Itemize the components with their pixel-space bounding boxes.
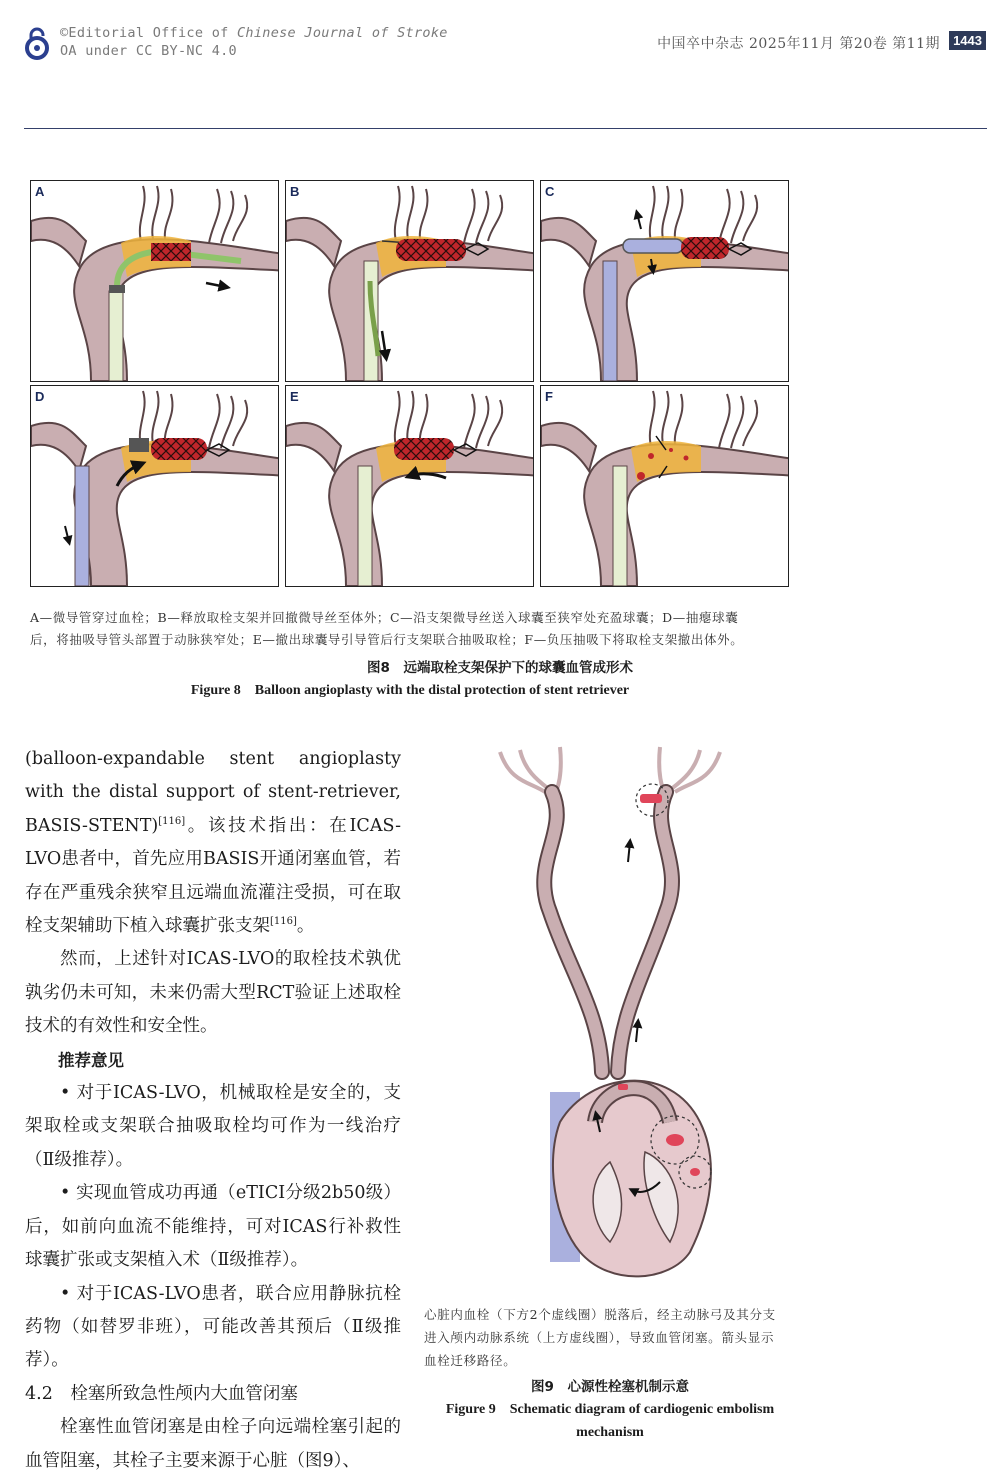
figure-8-panel-c: [540, 180, 789, 382]
figure-8-panel-e: [285, 385, 534, 587]
paragraph-basis-stent-text2: 。该技术指出：在ICAS-LVO患者中，首先应用BASIS开通闭塞血管，若存在严重残余狭窄且远端血流灌注受损，可在取栓支架辅助下植入球囊扩张支架: [25, 815, 401, 937]
journal-name: Chinese Journal of Stroke: [236, 25, 448, 41]
paragraph-basis-stent: [25, 743, 401, 943]
copyright-prefix: ©Editorial Office of: [60, 25, 237, 41]
paragraph-basis-stent-end: 。: [296, 916, 315, 937]
figure-8-caption-zh: 图8 远端取栓支架保护下的球囊血管成形术: [367, 660, 633, 676]
figure-9-notes-line3: 血栓迁移路径。: [424, 1353, 517, 1368]
recommendation-heading: 推荐意见: [58, 1050, 124, 1070]
figure-8-notes-line2: 后，将抽吸导管头部置于动脉狭窄处；E—撤出球囊导引导管后行支架联合抽吸取栓；F—负压抽吸下将取栓支架撤出体外。: [30, 632, 744, 647]
figure-8-panel-d: [30, 385, 279, 587]
figure-8-panel-b: [285, 180, 534, 382]
recommendation-1: • 对于ICAS-LVO，机械取栓是安全的，支架取栓或支架联合抽吸取栓均可作为一线治疗（Ⅱ级推荐）。: [25, 1083, 401, 1170]
figure-9-notes-line2: 进入颅内动脉系统（上方虚线圈），导致血管闭塞。箭头显示: [424, 1330, 775, 1345]
paragraph-basis-stent-text: (balloon-expandable stent angioplasty with the distal support of stent-retriever, BASIS-STENT): [25, 749, 401, 836]
reference-116[interactable]: [116]: [270, 916, 297, 928]
header-rule: [24, 128, 987, 129]
figure-8-caption-en: Figure 8 Balloon angioplasty with the distal protection of stent retriever: [190, 683, 630, 698]
panel-label-a: A: [35, 184, 45, 199]
figure-8-panel-f: [540, 385, 789, 587]
open-access-logo: [24, 26, 50, 60]
figure-9-notes-line1: 心脏内血栓（下方2个虚线圈）脱落后，经主动脉弓及其分支: [424, 1307, 776, 1322]
panel-label-c: C: [545, 184, 555, 199]
figure-9-caption-en: [424, 1398, 796, 1444]
recommendation-2: • 实现血管成功再通（eTICI分级2b50级）后，如前向血流不能维持，可对ICAS行补救性球囊扩张或支架植入术（Ⅱ级推荐）。: [25, 1183, 401, 1271]
paragraph-comparison: 然而，上述针对ICAS-LVO的取栓技术孰优孰劣仍未可知，未来仍需大型RCT验证上述取栓技术的有效性和安全性。: [25, 949, 401, 1037]
figure-9-diagram: [490, 742, 730, 1282]
figure-9-caption-zh: 图9 心源性栓塞机制示意: [531, 1379, 689, 1395]
section-heading-4-2: 4.2 栓塞所致急性颅内大血管闭塞: [25, 1383, 298, 1404]
figure-9-notes: [424, 1303, 804, 1372]
figure-9-caption-en-line2: mechanism: [576, 1425, 644, 1440]
page-number: 1443: [949, 31, 986, 50]
reference-116[interactable]: [116]: [158, 815, 186, 827]
panel-label-e: E: [290, 389, 299, 404]
paragraph-embolism: 栓塞性血管闭塞是由栓子向远端栓塞引起的血管阻塞，其栓子主要来源于心脏（图9）、: [25, 1417, 401, 1471]
copyright-notice: [60, 24, 448, 60]
recommendation-3: • 对于ICAS-LVO患者，联合应用静脉抗栓药物（如替罗非班），可能改善其预后（Ⅱ级推荐）。: [25, 1283, 401, 1371]
figure-8-panel-a: [30, 180, 279, 382]
body-text-column: [25, 743, 401, 1478]
figure-9-caption-en-line1: Figure 9 Schematic diagram of cardiogenic embolism: [445, 1402, 775, 1417]
license-line: OA under CC BY-NC 4.0: [60, 43, 237, 59]
panel-label-f: F: [545, 389, 553, 404]
issue-info: 中国卒中杂志 2025年11月 第20卷 第11期: [657, 36, 940, 52]
panel-label-d: D: [35, 389, 45, 404]
figure-8-notes-line1: A—微导管穿过血栓；B—释放取栓支架并回撤微导丝至体外；C—沿支架微导丝送入球囊至狭窄处充盈球囊；D—抽瘪球囊: [30, 610, 739, 625]
figure-8: [30, 180, 790, 586]
figure-8-notes: [30, 607, 790, 651]
panel-label-b: B: [290, 184, 300, 199]
